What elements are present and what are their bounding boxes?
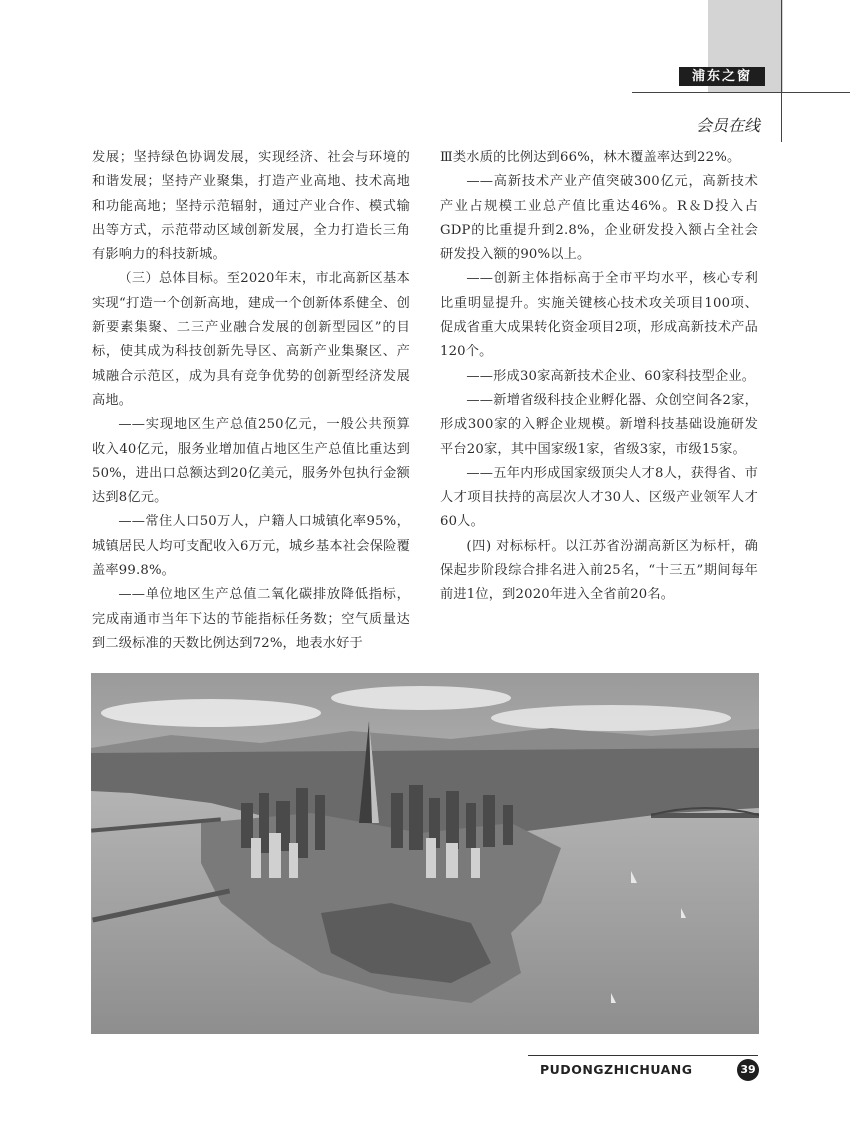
paragraph: （三）总体目标。至2020年末，市北高新区基本实现“打造一个创新高地，建成一个创新体系健全、创新要素集聚、二三产业融合发展的创新型园区”的目标，使其成为科技创新先导区、高新产业集聚区、产城融合示范区，成为具有竞争优势的创新型经济发展高地。 (92, 271, 410, 408)
paragraph: ——实现地区生产总值250亿元，一般公共预算收入40亿元，服务业增加值占地区生产总值比重达到50%，进出口总额达到20亿美元，服务外包执行金额达到8亿元。 (92, 417, 410, 506)
header-vertical-rule (781, 0, 782, 142)
magazine-name: PUDONGZHICHUANG (540, 1062, 693, 1077)
page-number-badge: 39 (737, 1059, 759, 1081)
section-title: 会员在线 (695, 116, 760, 135)
paragraph: ——创新主体指标高于全市平均水平，核心专利比重明显提升。实施关键核心技术攻关项目100项、促成省重大成果转化资金项目2项，形成高新技术产品120个。 (440, 271, 758, 360)
footer-rule (528, 1055, 758, 1056)
paragraph: ——高新技术产业产值突破300亿元，高新技术产业占规模工业总产值比重达46%。R＆D投入占GDP的比重提升到2.8%，企业研发投入额占全社会研发投入额的90%以上。 (440, 174, 758, 263)
paragraph: ——新增省级科技企业孵化器、众创空间各2家，形成300家的入孵企业规模。新增科技基础设施研发平台20家，其中国家级1家，省级3家，市级15家。 (440, 392, 758, 457)
header-horizontal-rule (632, 92, 850, 93)
right-text-column (440, 146, 758, 608)
paragraph: ——形成30家高新技术企业、60家科技型企业。 (466, 368, 756, 384)
paragraph: ——常住人口50万人，户籍人口城镇化率95%，城镇居民人均可支配收入6万元，城乡基本社会保险覆盖率99.8%。 (92, 514, 410, 579)
paragraph: (四) 对标标杆。以江苏省汾湖高新区为标杆，确保起步阶段综合排名进入前25名，“十三五”期间每年前进1位，到2020年进入全省前20名。 (440, 538, 758, 603)
paragraph: ——单位地区生产总值二氧化碳排放降低指标，完成南通市当年下达的节能指标任务数；空气质量达到二级标准的天数比例达到72%，地表水好于 (92, 587, 410, 651)
paragraph: ——五年内形成国家级顶尖人才8人，获得省、市人才项目扶持的高层次人才30人、区级产业领军人才60人。 (440, 465, 758, 530)
brand-logo: 浦东之窗 (679, 67, 765, 86)
aerial-city-photo (91, 673, 759, 1034)
paragraph: Ⅲ类水质的比例达到66%，林木覆盖率达到22%。 (440, 150, 741, 165)
paragraph: 发展；坚持绿色协调发展，实现经济、社会与环境的和谐发展；坚持产业聚集，打造产业高地、技术高地和功能高地；坚持示范辐射，通过产业合作、模式输出等方式，示范带动区域创新发展，全力打造长三角有影响力的科技新城。 (92, 150, 410, 263)
left-text-column (92, 146, 410, 656)
